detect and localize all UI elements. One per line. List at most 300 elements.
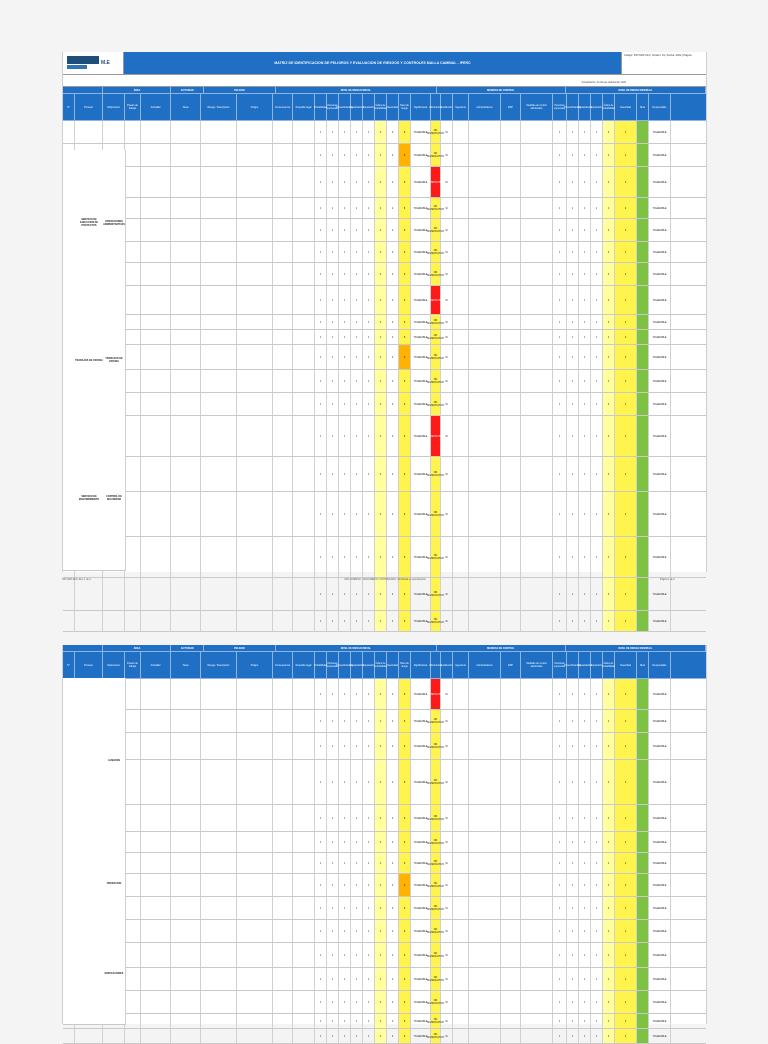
- table-cell: [125, 578, 141, 610]
- table-body-page-1: [63, 121, 706, 632]
- table-cell: 2: [387, 853, 399, 873]
- table-cell: [201, 943, 237, 967]
- subprocess-cell: OPERACION: [103, 843, 126, 924]
- table-cell: 4: [375, 263, 387, 285]
- table-cell: 1: [553, 710, 567, 732]
- table-cell: 1: [579, 679, 591, 709]
- table-cell: SIGNIFICATIVO: [431, 416, 441, 456]
- table-cell: [521, 611, 553, 631]
- column-header: Proceso: [75, 652, 103, 678]
- table-cell: TOLERABLE: [411, 874, 431, 896]
- table-cell: 1: [315, 286, 327, 314]
- table-cell: [293, 315, 315, 329]
- table-cell: 8: [399, 991, 411, 1013]
- table-cell: 1: [553, 733, 567, 759]
- table-cell: [171, 219, 201, 241]
- table-cell: NO SIGNIFICATIVO: [431, 943, 441, 967]
- table-cell: 2: [615, 991, 637, 1013]
- header-group-row: [63, 645, 706, 652]
- table-cell: [171, 968, 201, 990]
- table-cell: 2: [387, 733, 399, 759]
- table-cell: 1: [351, 144, 363, 166]
- table-cell: 2: [387, 393, 399, 415]
- table-cell: 1: [315, 345, 327, 369]
- table-cell: 1: [315, 853, 327, 873]
- table-cell: [293, 242, 315, 262]
- table-cell: TOLERABLE: [411, 943, 431, 967]
- table-cell: [293, 853, 315, 873]
- table-cell: TOLERABLE: [411, 144, 431, 166]
- table-cell: 1: [339, 121, 351, 143]
- column-header: Índice de probabilidad: [603, 94, 615, 120]
- column-header: Personas expuestas: [553, 94, 567, 120]
- column-header: Personas expuestas: [327, 94, 339, 120]
- table-cell: [273, 578, 293, 610]
- table-cell: 1: [363, 874, 375, 896]
- table-cell: TOLERABLE: [411, 315, 431, 329]
- table-cell: [637, 679, 649, 709]
- table-cell: 1: [351, 537, 363, 577]
- column-header: Administrativos: [469, 652, 501, 678]
- table-row: [63, 242, 706, 263]
- table-cell: NO SIGNIFICATIVO: [431, 710, 441, 732]
- table-cell: TOLERABLE: [649, 330, 671, 344]
- table-cell: [469, 991, 501, 1013]
- table-cell: 1: [591, 1014, 603, 1028]
- table-cell: 1: [567, 832, 579, 852]
- table-cell: 8: [399, 144, 411, 166]
- table-cell: 4: [603, 710, 615, 732]
- header-group-residual-risk: NIVEL DE RIESGO RESIDUAL: [566, 87, 706, 93]
- table-cell: 1: [553, 416, 567, 456]
- table-cell: [521, 286, 553, 314]
- table-cell: TOLERABLE: [649, 345, 671, 369]
- table-cell: TOLERABLE: [649, 832, 671, 852]
- table-cell: 1: [591, 920, 603, 942]
- table-cell: 4: [603, 874, 615, 896]
- update-note: Actualización: Fecha de elaboración 2022: [581, 81, 626, 84]
- table-cell: 1: [579, 492, 591, 536]
- table-cell: 1: [363, 760, 375, 804]
- table-cell: 4: [375, 492, 387, 536]
- table-cell: 1: [579, 611, 591, 631]
- table-cell: TOLERABLE: [411, 991, 431, 1013]
- table-cell: 2: [615, 679, 637, 709]
- table-cell: [171, 679, 201, 709]
- table-cell: [453, 897, 469, 919]
- table-cell: 2: [387, 991, 399, 1013]
- table-cell: [201, 733, 237, 759]
- table-cell: TOLERABLE: [649, 393, 671, 415]
- table-cell: 1: [351, 874, 363, 896]
- table-cell: 1: [591, 679, 603, 709]
- table-cell: NO SIGNIFICATIVO: [431, 537, 441, 577]
- table-cell: [171, 710, 201, 732]
- table-cell: [273, 710, 293, 732]
- table-cell: 1: [553, 537, 567, 577]
- table-cell: 1: [553, 219, 567, 241]
- table-cell: [273, 457, 293, 491]
- table-cell: 1: [591, 805, 603, 831]
- table-cell: 2: [387, 198, 399, 218]
- process-cell: SERVICIO DE EJECUCION DE PROYECTOS: [75, 150, 104, 296]
- table-cell: [293, 991, 315, 1013]
- table-cell: [237, 167, 273, 197]
- table-cell: [453, 611, 469, 631]
- table-cell: 2: [615, 242, 637, 262]
- table-cell: [453, 416, 469, 456]
- process-cell: [75, 678, 104, 1025]
- table-cell: 8: [399, 286, 411, 314]
- table-cell: TOLERABLE: [411, 286, 431, 314]
- table-cell: [453, 710, 469, 732]
- table-cell: SI: [441, 805, 453, 831]
- table-cell: 8: [399, 1029, 411, 1043]
- table-cell: 4: [375, 416, 387, 456]
- table-cell: 1: [327, 416, 339, 456]
- table-cell: [141, 263, 171, 285]
- subprocess-cell: EDIFICACIONES: [103, 923, 126, 1025]
- table-cell: [453, 1029, 469, 1043]
- table-cell: TOLERABLE: [649, 537, 671, 577]
- table-cell: 1: [339, 370, 351, 392]
- table-cell: SI: [441, 710, 453, 732]
- table-cell: [521, 315, 553, 329]
- table-cell: TOLERABLE: [411, 393, 431, 415]
- table-cell: [201, 198, 237, 218]
- table-cell: 1: [553, 121, 567, 143]
- table-cell: 1: [591, 457, 603, 491]
- table-cell: 1: [553, 167, 567, 197]
- table-cell: NO SIGNIFICATIVO: [431, 144, 441, 166]
- table-cell: 1: [591, 219, 603, 241]
- table-cell: SI: [441, 144, 453, 166]
- table-cell: [293, 897, 315, 919]
- table-cell: 1: [567, 611, 579, 631]
- table-cell: 1: [553, 805, 567, 831]
- table-cell: 1: [327, 198, 339, 218]
- table-cell: 4: [603, 492, 615, 536]
- table-cell: SI: [441, 874, 453, 896]
- table-cell: 1: [591, 832, 603, 852]
- table-cell: [521, 345, 553, 369]
- table-cell: 1: [553, 968, 567, 990]
- table-cell: [293, 263, 315, 285]
- table-cell: 4: [375, 920, 387, 942]
- table-cell: 4: [375, 198, 387, 218]
- table-cell: [125, 968, 141, 990]
- table-cell: 4: [375, 1014, 387, 1028]
- table-cell: [469, 679, 501, 709]
- table-cell: [469, 457, 501, 491]
- table-cell: [201, 315, 237, 329]
- table-cell: [501, 416, 521, 456]
- table-cell: TOLERABLE: [649, 853, 671, 873]
- table-cell: 1: [339, 198, 351, 218]
- table-cell: 8: [399, 263, 411, 285]
- table-cell: SI: [441, 679, 453, 709]
- table-cell: 4: [603, 832, 615, 852]
- column-header: Actividad: [141, 94, 171, 120]
- column-header: Nivel de riesgo: [399, 94, 411, 120]
- table-cell: 4: [603, 370, 615, 392]
- table-cell: 1: [567, 263, 579, 285]
- table-cell: SI: [441, 198, 453, 218]
- table-cell: [469, 492, 501, 536]
- table-cell: 8: [399, 315, 411, 329]
- table-cell: [237, 853, 273, 873]
- table-cell: 1: [351, 370, 363, 392]
- table-cell: 4: [375, 710, 387, 732]
- table-cell: [453, 242, 469, 262]
- table-cell: [171, 330, 201, 344]
- table-cell: 4: [375, 393, 387, 415]
- table-cell: 1: [591, 315, 603, 329]
- table-row: [63, 198, 706, 219]
- column-header: N°: [63, 94, 75, 120]
- table-row: [63, 345, 706, 370]
- table-cell: [469, 144, 501, 166]
- table-cell: [273, 242, 293, 262]
- table-cell: 4: [603, 920, 615, 942]
- table-cell: [273, 492, 293, 536]
- table-cell: NO SIGNIFICATIVO: [431, 330, 441, 344]
- process-cell: TRABAJOS DE OFICINA: [75, 295, 104, 426]
- table-cell: [293, 393, 315, 415]
- table-cell: [637, 167, 649, 197]
- table-cell: [237, 457, 273, 491]
- table-cell: 1: [579, 968, 591, 990]
- table-cell: [125, 457, 141, 491]
- table-cell: [273, 920, 293, 942]
- table-cell: [201, 144, 237, 166]
- table-cell: 1: [567, 991, 579, 1013]
- table-cell: 1: [579, 853, 591, 873]
- table-cell: [501, 242, 521, 262]
- table-cell: TOLERABLE: [649, 263, 671, 285]
- table-cell: 1: [567, 874, 579, 896]
- table-cell: [293, 611, 315, 631]
- table-cell: 1: [553, 897, 567, 919]
- table-cell: [637, 263, 649, 285]
- table-cell: [125, 393, 141, 415]
- table-cell: [469, 219, 501, 241]
- table-cell: 1: [315, 920, 327, 942]
- table-cell: [521, 968, 553, 990]
- table-cell: [273, 198, 293, 218]
- table-cell: NO SIGNIFICATIVO: [431, 198, 441, 218]
- table-cell: NO SIGNIFICATIVO: [431, 853, 441, 873]
- header-group-activity: ACTIVIDAD: [171, 87, 204, 93]
- table-cell: 2: [615, 219, 637, 241]
- table-cell: 1: [567, 897, 579, 919]
- table-cell: [469, 330, 501, 344]
- table-cell: 1: [351, 991, 363, 1013]
- column-header: Peligro: [237, 94, 273, 120]
- table-row: [63, 144, 706, 167]
- table-cell: 1: [363, 198, 375, 218]
- table-row: [63, 733, 706, 760]
- table-cell: [125, 416, 141, 456]
- table-cell: [521, 805, 553, 831]
- table-cell: 1: [315, 537, 327, 577]
- table-cell: 1: [327, 457, 339, 491]
- table-cell: 1: [327, 578, 339, 610]
- table-row: [63, 991, 706, 1014]
- table-cell: SI: [441, 897, 453, 919]
- table-cell: 4: [375, 457, 387, 491]
- column-header: Exposición: [591, 652, 603, 678]
- table-cell: 2: [615, 198, 637, 218]
- table-cell: 2: [387, 1029, 399, 1043]
- table-cell: TOLERABLE: [649, 121, 671, 143]
- table-cell: [293, 733, 315, 759]
- table-cell: TOLERABLE: [411, 611, 431, 631]
- table-cell: [501, 345, 521, 369]
- table-cell: 2: [615, 853, 637, 873]
- table-cell: [521, 1014, 553, 1028]
- table-cell: 2: [615, 578, 637, 610]
- table-cell: 1: [579, 874, 591, 896]
- company-logo: [63, 52, 124, 74]
- table-cell: 1: [315, 1029, 327, 1043]
- table-cell: 1: [315, 198, 327, 218]
- column-header: Consecuencia: [273, 652, 293, 678]
- table-cell: 2: [387, 263, 399, 285]
- table-cell: 4: [603, 144, 615, 166]
- table-cell: 1: [567, 393, 579, 415]
- table-cell: 1: [327, 393, 339, 415]
- table-cell: [293, 760, 315, 804]
- table-cell: [637, 219, 649, 241]
- table-cell: [273, 1014, 293, 1028]
- table-cell: [237, 263, 273, 285]
- table-cell: [201, 832, 237, 852]
- table-cell: [637, 805, 649, 831]
- table-cell: [171, 733, 201, 759]
- table-cell: 2: [387, 345, 399, 369]
- table-cell: 4: [603, 167, 615, 197]
- table-cell: [293, 219, 315, 241]
- column-header: Sustitución: [441, 94, 453, 120]
- table-cell: [141, 874, 171, 896]
- table-cell: [237, 393, 273, 415]
- table-cell: [293, 144, 315, 166]
- column-header: Ingeniería: [453, 94, 469, 120]
- table-cell: 1: [363, 1029, 375, 1043]
- table-cell: [501, 897, 521, 919]
- table-cell: 1: [591, 760, 603, 804]
- table-cell: [637, 286, 649, 314]
- column-header: Puesto de trabajo: [125, 652, 141, 678]
- header-group-hazard: PELIGRO: [204, 87, 276, 93]
- table-cell: [171, 144, 201, 166]
- table-cell: 8: [399, 679, 411, 709]
- table-cell: 4: [375, 330, 387, 344]
- table-cell: [637, 1029, 649, 1043]
- table-cell: 4: [375, 832, 387, 852]
- table-cell: [501, 853, 521, 873]
- table-cell: [273, 345, 293, 369]
- table-cell: 1: [327, 853, 339, 873]
- table-cell: 1: [579, 315, 591, 329]
- table-cell: [637, 345, 649, 369]
- table-row: [63, 370, 706, 393]
- table-cell: 4: [603, 121, 615, 143]
- table-cell: [125, 760, 141, 804]
- table-cell: TOLERABLE: [411, 263, 431, 285]
- table-cell: 1: [327, 144, 339, 166]
- table-cell: SI: [441, 1029, 453, 1043]
- table-cell: 1: [567, 121, 579, 143]
- table-cell: [453, 219, 469, 241]
- table-cell: 4: [375, 853, 387, 873]
- table-row: [63, 1029, 706, 1044]
- table-cell: 1: [591, 733, 603, 759]
- table-cell: 1: [579, 457, 591, 491]
- table-cell: 2: [387, 578, 399, 610]
- table-cell: [453, 991, 469, 1013]
- table-cell: [501, 874, 521, 896]
- table-cell: [237, 315, 273, 329]
- table-cell: 1: [591, 144, 603, 166]
- table-cell: TOLERABLE: [411, 370, 431, 392]
- table-cell: [237, 832, 273, 852]
- table-cell: 8: [399, 897, 411, 919]
- logo-bar: [67, 56, 99, 64]
- table-cell: [201, 492, 237, 536]
- table-cell: 4: [603, 991, 615, 1013]
- table-cell: [501, 492, 521, 536]
- footer-left: SST-MAT-001 | Rev. 1 de 2: [62, 578, 91, 581]
- table-cell: 1: [363, 733, 375, 759]
- table-cell: [201, 219, 237, 241]
- table-cell: 4: [375, 370, 387, 392]
- table-cell: 1: [327, 805, 339, 831]
- column-header: EPP: [501, 94, 521, 120]
- table-cell: 8: [399, 832, 411, 852]
- table-row: [63, 286, 706, 315]
- table-cell: NO SIGNIFICATIVO: [431, 393, 441, 415]
- table-cell: TOLERABLE: [649, 370, 671, 392]
- table-cell: [501, 286, 521, 314]
- table-cell: [125, 832, 141, 852]
- table-cell: SI: [441, 968, 453, 990]
- table-cell: [237, 805, 273, 831]
- table-cell: NO SIGNIFICATIVO: [431, 1014, 441, 1028]
- table-cell: [273, 167, 293, 197]
- table-cell: [237, 219, 273, 241]
- table-cell: TOLERABLE: [411, 492, 431, 536]
- column-header: Índice de probabilidad: [603, 652, 615, 678]
- table-cell: [237, 1014, 273, 1028]
- table-cell: [201, 537, 237, 577]
- table-cell: [125, 805, 141, 831]
- table-cell: TOLERABLE: [411, 578, 431, 610]
- table-cell: 1: [553, 144, 567, 166]
- table-cell: [141, 198, 171, 218]
- header-group-area: ÁREA: [103, 87, 171, 93]
- column-header: Significancia: [411, 652, 431, 678]
- table-cell: [453, 393, 469, 415]
- table-cell: TOLERABLE: [411, 537, 431, 577]
- table-row: [63, 219, 706, 242]
- table-cell: 1: [363, 805, 375, 831]
- table-row: [63, 1014, 706, 1029]
- table-cell: SI: [441, 219, 453, 241]
- header-group-controls: MEDIDAS DE CONTROL: [437, 87, 566, 93]
- table-cell: [141, 144, 171, 166]
